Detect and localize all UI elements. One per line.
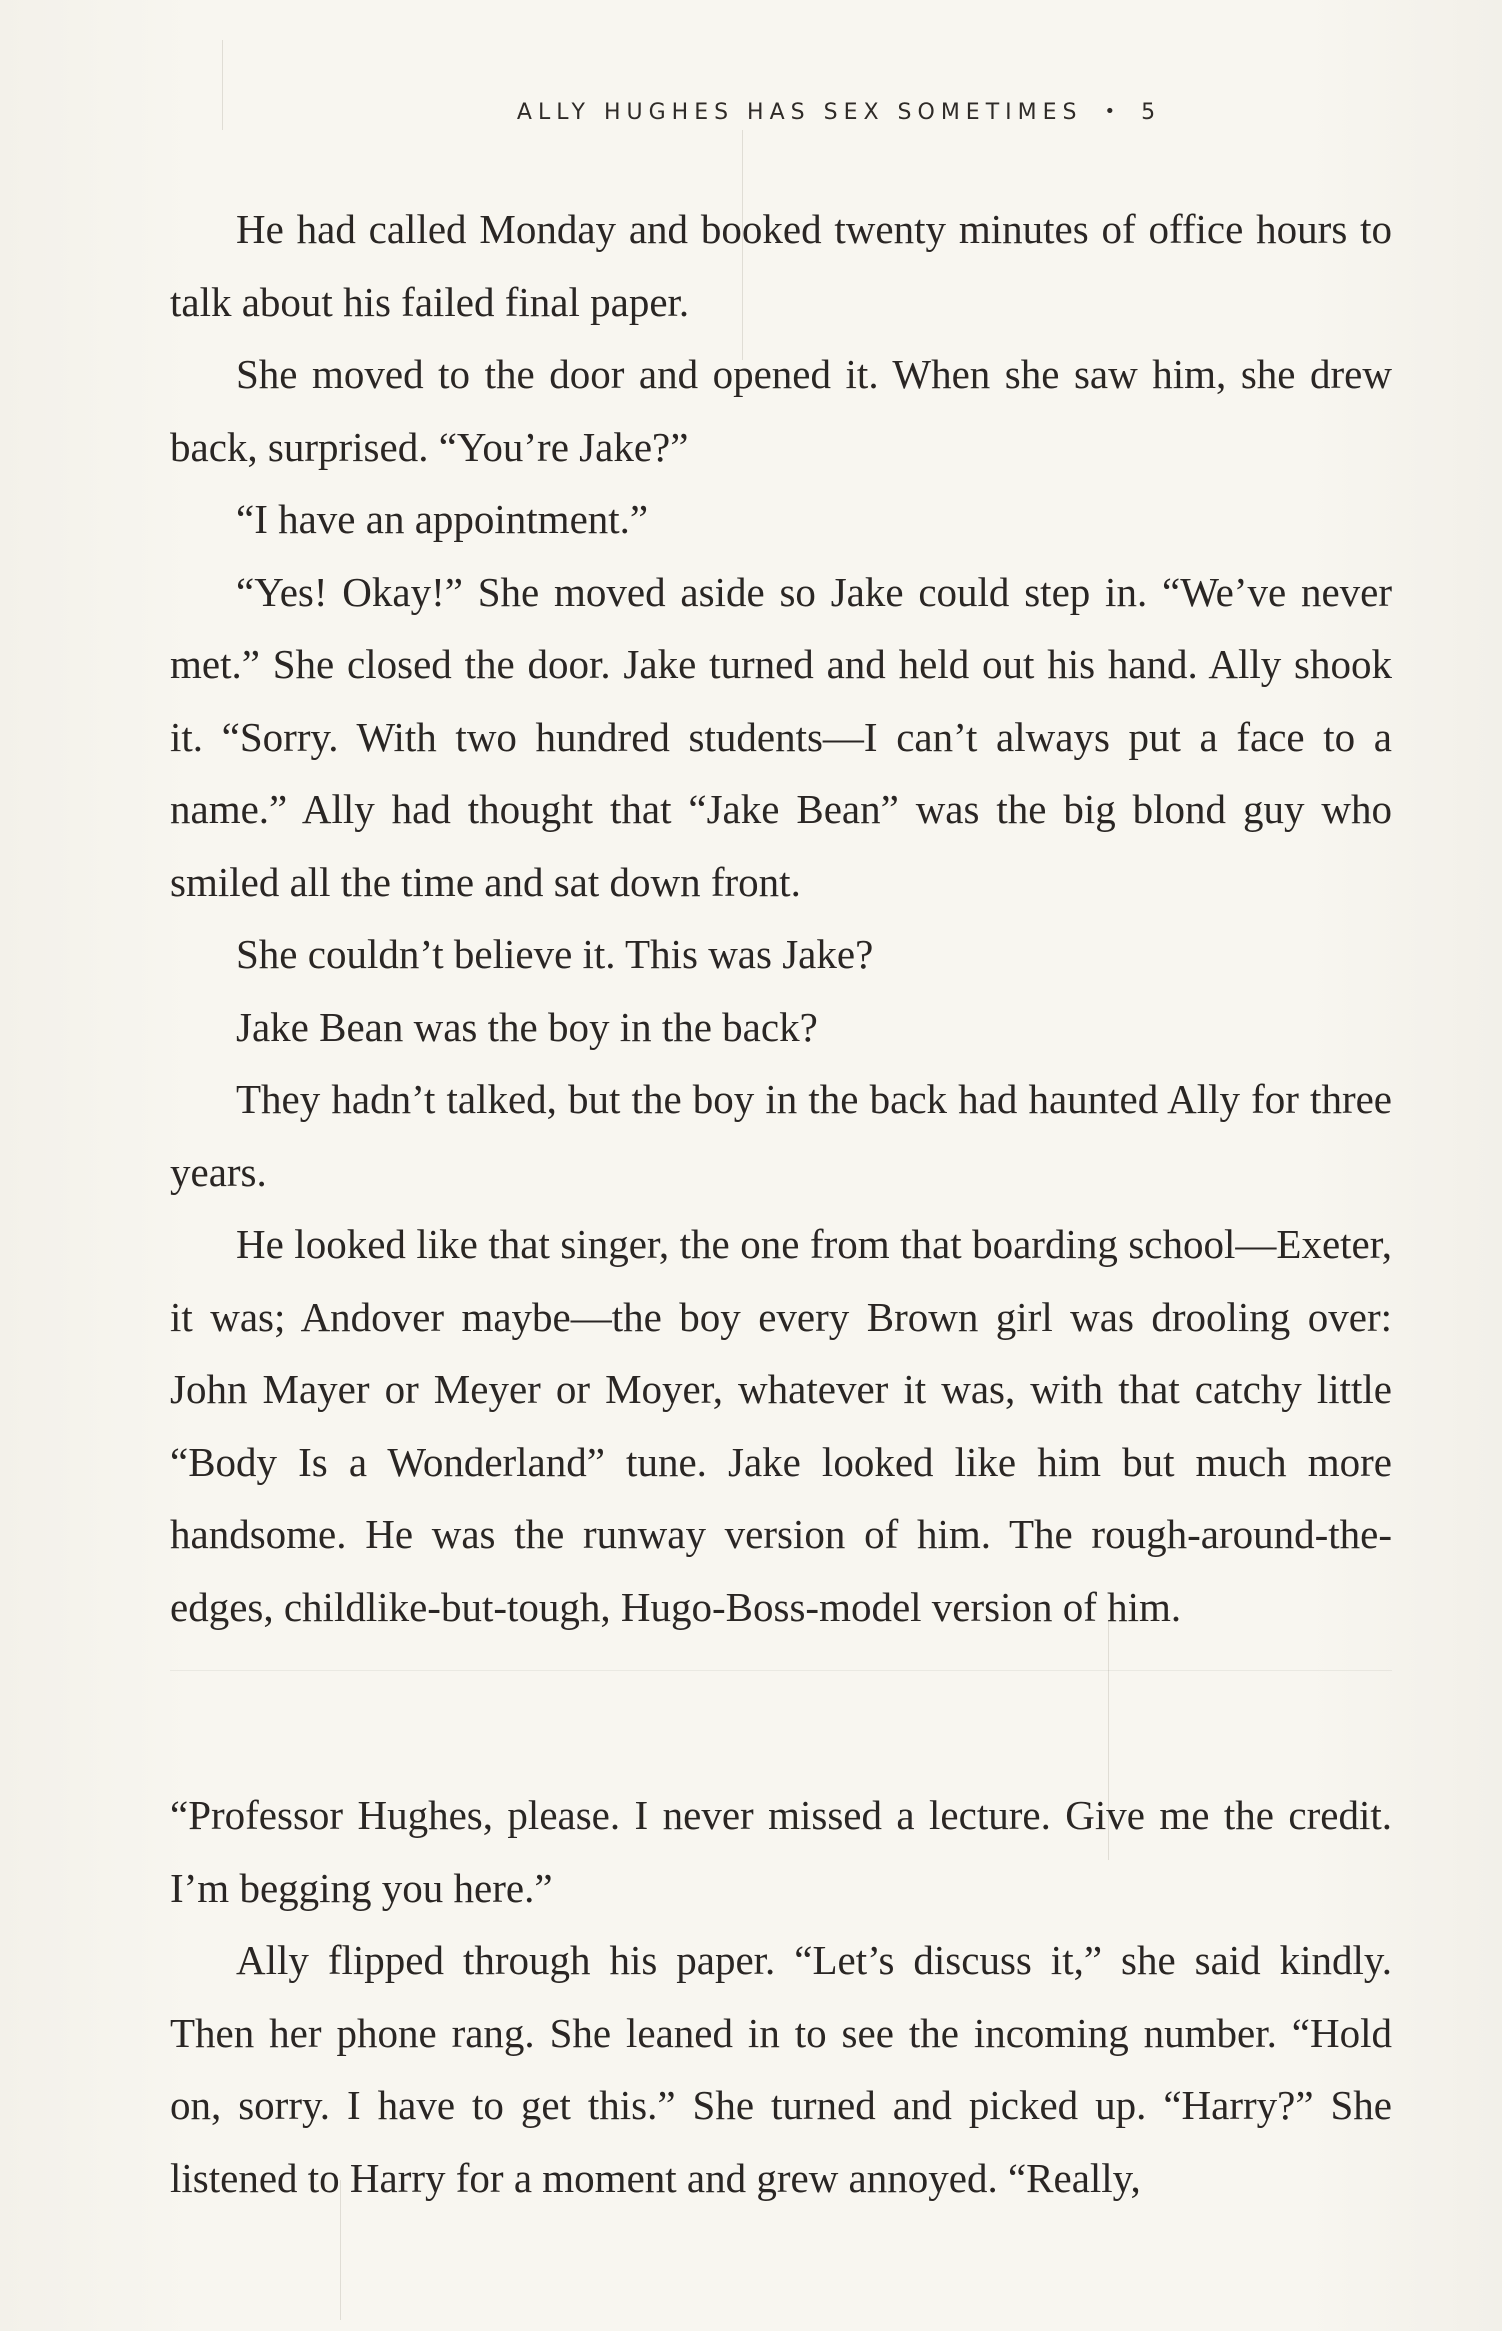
running-header (0, 100, 1502, 125)
header-bullet: • (1104, 101, 1122, 122)
paragraph: He had called Monday and booked twenty minutes of office hours to talk about his failed final paper. (170, 206, 1392, 325)
paragraph: He looked like that singer, the one from that boarding school—Exeter, it was; Andover maybe—the boy every Brown girl was drooling over: John Mayer or Meyer or Moyer, whatever it was, with that catchy little “Body Is a Wonderland” tune. Jake looked like him but much more handsome. He was the runway version of him. The rough-around-the-edges, childlike-but-tough, Hugo-Boss-model version of him. (170, 1221, 1392, 1630)
scene-break (170, 1670, 1392, 1671)
running-title: ALLY HUGHES HAS SEX SOMETIMES (516, 100, 1083, 125)
paragraph: “Professor Hughes, please. I never missed a lecture. Give me the credit. I’m begging you here.” (170, 1792, 1392, 1911)
body-section-two (170, 1779, 1392, 2214)
paragraph: “I have an appointment.” (236, 496, 649, 542)
paragraph: Jake Bean was the boy in the back? (236, 1003, 818, 1050)
page-number: 5 (1141, 100, 1156, 125)
paragraph: They hadn’t talked, but the boy in the back had haunted Ally for three years. (170, 1076, 1392, 1195)
paragraph: She couldn’t believe it. This was Jake? (236, 931, 874, 977)
paragraph: She moved to the door and opened it. When she saw him, she drew back, surprised. “You’re Jake?” (170, 351, 1392, 470)
paragraph: “Yes! Okay!” She moved aside so Jake could step in. “We’ve never met.” She closed the door. Jake turned and held out his hand. Ally shook it. “Sorry. With two hundred students—I can’t always put a face to a name.” Ally had thought that “Jake Bean” was the big blond guy who smiled all the time and sat down front. (170, 568, 1392, 905)
body-section-one (170, 193, 1392, 1643)
paragraph: Ally flipped through his paper. “Let’s discuss it,” she said kindly. Then her phone rang. She leaned in to see the incoming number. “Hold on, sorry. I have to get this.” She turned and picked up. “Harry?” She listened to Harry for a moment and grew annoyed. “Really, (170, 1937, 1392, 2201)
